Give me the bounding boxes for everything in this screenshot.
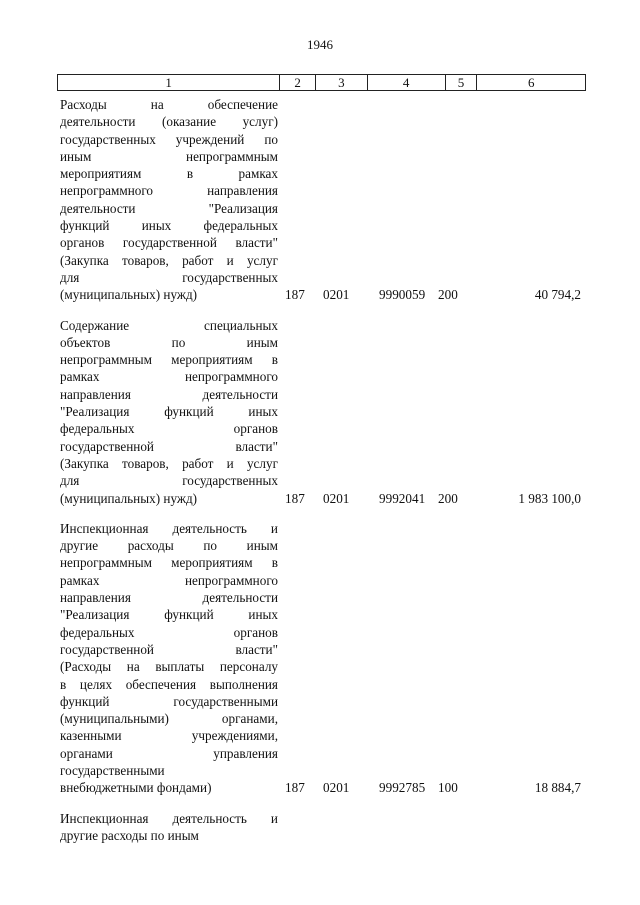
ministry-code: 187 (285, 780, 305, 796)
amount-value: 18 884,7 (534, 780, 581, 796)
description-line: в целях обеспечения выполнения (60, 676, 278, 692)
header-col-5: 5 (446, 75, 478, 90)
description-line: для государственных (60, 473, 278, 489)
target-article-code: 9992785 (379, 780, 426, 796)
table-body (57, 96, 586, 857)
description-line: (Закупка товаров, работ и услуг (60, 252, 278, 268)
description-line: направления деятельности (60, 590, 278, 606)
table-row (57, 96, 586, 304)
description-line: Расходы на обеспечение (60, 97, 278, 112)
description-line: государственными (60, 762, 165, 778)
description-line: государственных учреждений по (60, 131, 278, 147)
description-line: органами управления (60, 745, 278, 761)
description-line: федеральных органов (60, 624, 278, 640)
description-line: для государственных (60, 269, 278, 285)
ministry-code: 187 (285, 490, 305, 506)
description-line: (муниципальных) нужд) (60, 490, 198, 506)
description-line: функций иных федеральных (60, 218, 278, 234)
row-description (57, 96, 278, 304)
description-line: внебюджетными фондами) (60, 780, 212, 796)
target-article-code: 9992041 (379, 490, 426, 506)
description-line: направления деятельности (60, 386, 278, 402)
expense-type-code: 200 (438, 490, 458, 506)
table-row (57, 520, 586, 797)
description-line: государственной власти" (60, 641, 278, 657)
expense-type-code: 200 (438, 287, 458, 303)
description-line: федеральных органов (60, 421, 278, 437)
description-line: объектов по иным (60, 334, 278, 350)
table-row (57, 317, 586, 507)
description-line: деятельности (оказание услуг) (60, 114, 278, 130)
description-line: непрограммного направления (60, 183, 278, 199)
description-line: мероприятиям в рамках (60, 166, 278, 182)
description-line: Содержание специальных (60, 317, 278, 333)
description-line: рамках непрограммного (60, 369, 278, 385)
description-line: другие расходы по иным (60, 827, 199, 843)
description-line: иным непрограммным (60, 148, 278, 164)
row-description (57, 810, 278, 845)
row-description (57, 317, 278, 507)
description-line: функций государственными (60, 693, 278, 709)
header-col-4: 4 (368, 75, 446, 90)
description-line: рамках непрограммного (60, 572, 278, 588)
description-line: (Расходы на выплаты персоналу (60, 659, 278, 675)
row-description (57, 520, 278, 797)
section-code: 0201 (323, 780, 350, 796)
amount-value: 40 794,2 (534, 287, 581, 303)
ministry-code: 187 (285, 287, 305, 303)
description-line: непрограммным мероприятиям в (60, 352, 278, 368)
description-line: (муниципальных) нужд) (60, 287, 198, 303)
amount-value: 1 983 100,0 (518, 490, 581, 506)
description-line: другие расходы по иным (60, 538, 278, 554)
description-line: деятельности "Реализация (60, 200, 278, 216)
description-line: "Реализация функций иных (60, 607, 278, 623)
description-line: Инспекционная деятельность и (60, 520, 278, 536)
section-code: 0201 (323, 287, 350, 303)
table-row (57, 810, 586, 845)
description-line: государственной власти" (60, 438, 278, 454)
description-line: (муниципальными) органами, (60, 711, 278, 727)
page-number: 1946 (307, 37, 333, 52)
header-col-1: 1 (58, 75, 280, 90)
description-line: Инспекционная деятельность и (60, 810, 278, 826)
target-article-code: 9990059 (379, 287, 426, 303)
header-col-6: 6 (527, 75, 535, 90)
description-line: непрограммным мероприятиям в (60, 555, 278, 571)
description-line: казенными учреждениями, (60, 728, 278, 744)
expense-type-code: 100 (438, 780, 458, 796)
header-col-2: 2 (280, 75, 316, 90)
description-line: органов государственной власти" (60, 235, 278, 251)
table-header (57, 74, 586, 91)
section-code: 0201 (323, 490, 350, 506)
description-line: (Закупка товаров, работ и услуг (60, 455, 278, 471)
description-line: "Реализация функций иных (60, 404, 278, 420)
header-col-3: 3 (316, 75, 368, 90)
